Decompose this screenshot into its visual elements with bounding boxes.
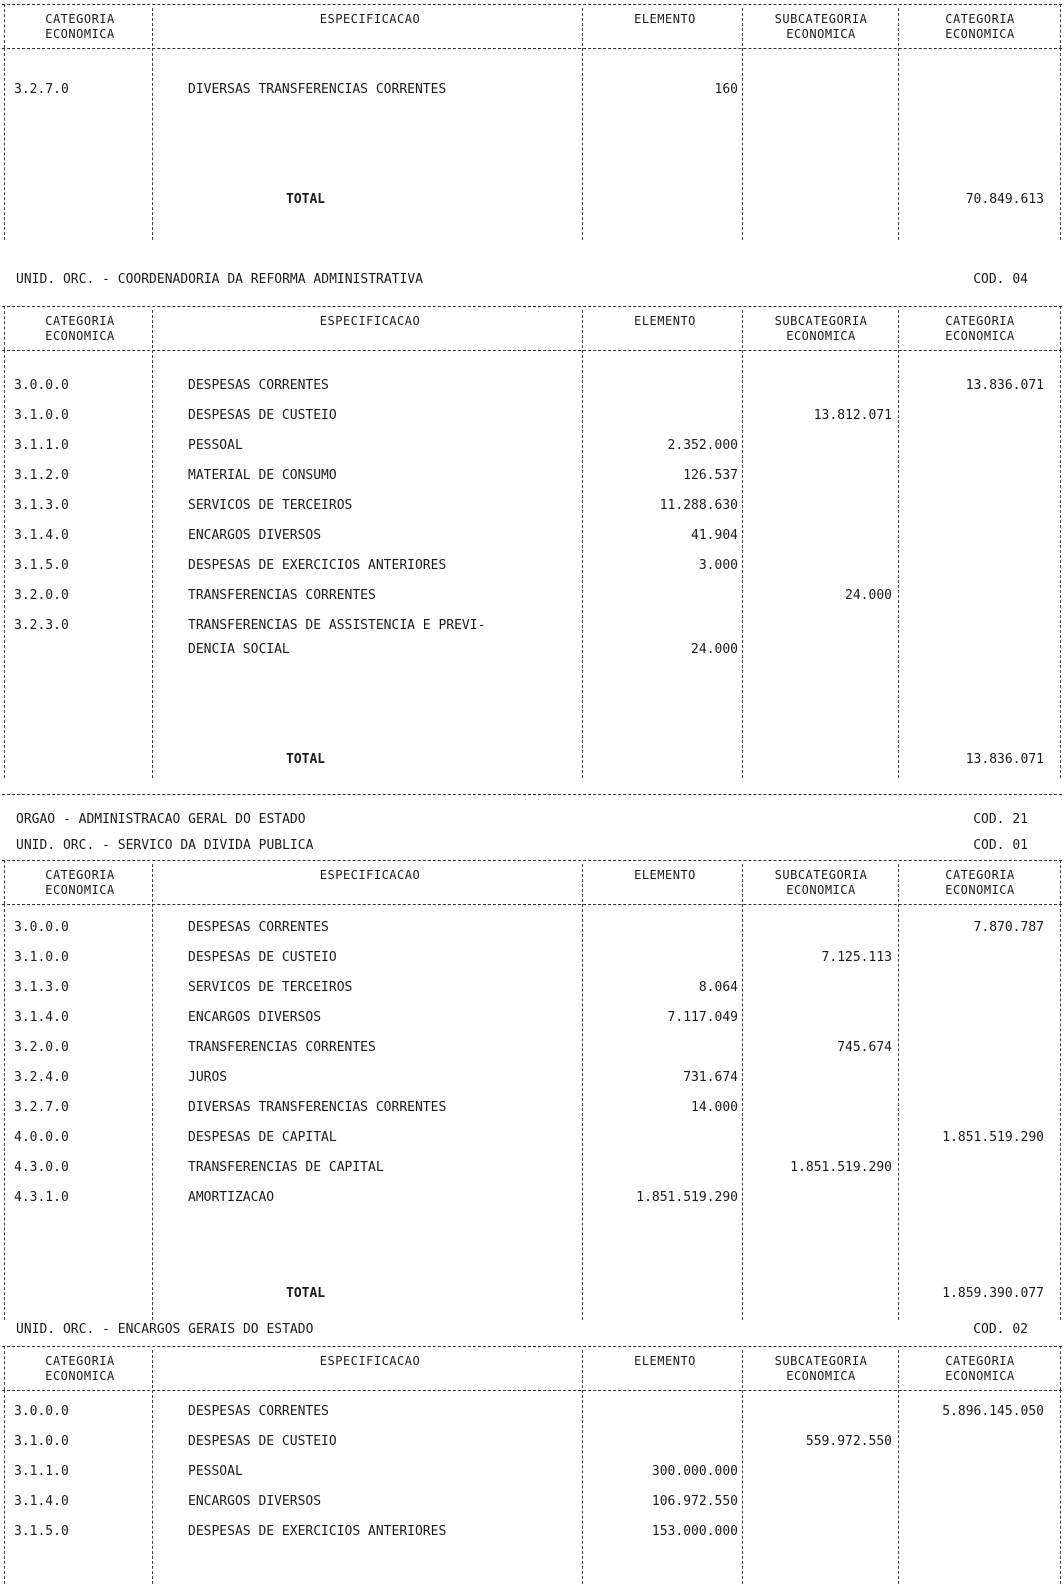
subcategoria-value: 559.972.550 [805,1434,892,1449]
elemento-value: 2.352.000 [667,438,738,453]
subcategoria-value: 745.674 [837,1040,892,1055]
total-value: 70.849.613 [965,192,1044,207]
column-rule [4,48,5,240]
account-code: 3.0.0.0 [14,920,69,935]
elemento-value: 1.851.519.290 [636,1190,738,1205]
account-code: 3.2.0.0 [14,1040,69,1055]
header-cat-econ: CATEGORIA ECONOMICA [45,868,115,897]
line-description: TRANSFERENCIAS DE CAPITAL [188,1160,384,1175]
line-description: DESPESAS CORRENTES [188,1404,329,1419]
line-description: ENCARGOS DIVERSOS [188,528,322,543]
elemento-value: 160 [714,82,738,97]
subcategoria-value: 1.851.519.290 [790,1160,892,1175]
column-rule [898,310,899,348]
line-description: SERVICOS DE TERCEIROS [188,498,353,513]
column-rule [4,904,5,1320]
account-code: 3.2.7.0 [14,82,69,97]
column-rule [742,350,743,778]
account-code: 3.2.4.0 [14,1070,69,1085]
line-description: TRANSFERENCIAS DE ASSISTENCIA E PREVI- [188,618,486,633]
column-rule [1060,1390,1061,1584]
elemento-value: 24.000 [691,642,738,657]
account-code: 3.1.0.0 [14,950,69,965]
header-especificacao: ESPECIFICACAO [319,1354,421,1368]
column-rule [742,48,743,240]
column-rule [152,8,153,46]
account-code: 3.1.1.0 [14,438,69,453]
column-rule [152,864,153,902]
header-categoria-econ: CATEGORIA ECONOMICA [945,1354,1015,1383]
line-description: PESSOAL [188,1464,243,1479]
column-rule [582,1390,583,1584]
elemento-value: 14.000 [691,1100,738,1115]
unit-encargos-label: UNID. ORC. - ENCARGOS GERAIS DO ESTADO [16,1322,314,1337]
line-description: PESSOAL [188,438,243,453]
total-label: TOTAL [286,752,326,767]
categoria-value: 13.836.071 [965,378,1044,393]
elemento-value: 7.117.049 [667,1010,738,1025]
header-categoria-econ: CATEGORIA ECONOMICA [945,868,1015,897]
header-especificacao: ESPECIFICACAO [319,314,421,328]
line-description: DESPESAS CORRENTES [188,920,329,935]
elemento-value: 3.000 [698,558,738,573]
categoria-value: 1.851.519.290 [942,1130,1044,1145]
line-description: DESPESAS DE CUSTEIO [188,408,337,423]
unit-divida-label: UNID. ORC. - SERVICO DA DIVIDA PUBLICA [16,838,314,853]
line-description: MATERIAL DE CONSUMO [188,468,337,483]
total-label: TOTAL [286,1286,326,1301]
column-rule [582,1350,583,1388]
line-description: ENCARGOS DIVERSOS [188,1010,322,1025]
line-description: DESPESAS DE CUSTEIO [188,1434,337,1449]
elemento-value: 41.904 [691,528,738,543]
orgao-cod: COD. 21 [973,812,1028,827]
column-rule [4,1390,5,1584]
dashed-rule [2,1346,1062,1347]
account-code: 3.1.3.0 [14,980,69,995]
total-value: 13.836.071 [965,752,1044,767]
account-code: 3.1.3.0 [14,498,69,513]
column-rule [4,306,5,350]
column-rule [4,1346,5,1390]
column-rule [152,310,153,348]
elemento-value: 300.000.000 [651,1464,738,1479]
column-rule [898,8,899,46]
elemento-value: 11.288.630 [659,498,738,513]
line-description: DIVERSAS TRANSFERENCIAS CORRENTES [188,82,447,97]
unit-coordenadoria-cod: COD. 04 [973,272,1028,287]
line-description: DENCIA SOCIAL [188,642,290,657]
column-rule [1060,4,1061,48]
total-value: 1.859.390.077 [942,1286,1044,1301]
line-description: DESPESAS DE EXERCICIOS ANTERIORES [188,558,447,573]
column-rule [152,1390,153,1584]
account-code: 3.2.0.0 [14,588,69,603]
column-rule [582,8,583,46]
header-elemento: ELEMENTO [634,12,696,26]
line-description: JUROS [188,1070,228,1085]
account-code: 3.1.4.0 [14,528,69,543]
dashed-rule [2,306,1062,307]
header-elemento: ELEMENTO [634,1354,696,1368]
unit-coordenadoria-label: UNID. ORC. - COORDENADORIA DA REFORMA ADMINISTRATIVA [16,272,423,287]
orgao-label: ORGAO - ADMINISTRACAO GERAL DO ESTADO [16,812,306,827]
header-categoria-econ: CATEGORIA ECONOMICA [945,314,1015,343]
column-rule [898,350,899,778]
elemento-value: 106.972.550 [651,1494,738,1509]
categoria-value: 7.870.787 [973,920,1044,935]
header-subcat-econ: SUBCATEGORIA ECONOMICA [774,314,868,343]
dashed-rule [2,350,1062,351]
column-rule [582,310,583,348]
column-rule [4,350,5,778]
account-code: 3.0.0.0 [14,1404,69,1419]
line-description: TRANSFERENCIAS CORRENTES [188,588,376,603]
account-code: 3.1.4.0 [14,1494,69,1509]
header-categoria-econ: CATEGORIA ECONOMICA [945,12,1015,41]
column-rule [4,860,5,904]
column-rule [582,48,583,240]
account-code: 3.0.0.0 [14,378,69,393]
subcategoria-value: 24.000 [845,588,892,603]
dashed-rule [2,794,1062,795]
account-code: 3.1.5.0 [14,558,69,573]
account-code: 3.1.4.0 [14,1010,69,1025]
column-rule [898,1390,899,1584]
dashed-rule [2,860,1062,861]
line-description: TRANSFERENCIAS CORRENTES [188,1040,376,1055]
line-description: AMORTIZACAO [188,1190,275,1205]
dashed-rule [2,1390,1062,1391]
header-cat-econ: CATEGORIA ECONOMICA [45,314,115,343]
column-rule [898,1350,899,1388]
elemento-value: 153.000.000 [651,1524,738,1539]
account-code: 3.1.0.0 [14,1434,69,1449]
line-description: SERVICOS DE TERCEIROS [188,980,353,995]
column-rule [742,8,743,46]
header-subcat-econ: SUBCATEGORIA ECONOMICA [774,868,868,897]
dashed-rule [2,4,1062,5]
categoria-value: 5.896.145.050 [942,1404,1044,1419]
column-rule [898,904,899,1320]
total-label: TOTAL [286,192,326,207]
column-rule [742,310,743,348]
column-rule [1060,1346,1061,1390]
column-rule [898,864,899,902]
line-description: DIVERSAS TRANSFERENCIAS CORRENTES [188,1100,447,1115]
account-code: 4.3.1.0 [14,1190,69,1205]
header-cat-econ: CATEGORIA ECONOMICA [45,1354,115,1383]
column-rule [1060,904,1061,1320]
line-description: DESPESAS DE CAPITAL [188,1130,337,1145]
header-subcat-econ: SUBCATEGORIA ECONOMICA [774,1354,868,1383]
column-rule [742,1390,743,1584]
column-rule [898,48,899,240]
header-cat-econ: CATEGORIA ECONOMICA [45,12,115,41]
account-code: 4.0.0.0 [14,1130,69,1145]
unit-encargos-cod: COD. 02 [973,1322,1028,1337]
column-rule [152,1350,153,1388]
column-rule [152,48,153,240]
account-code: 4.3.0.0 [14,1160,69,1175]
dashed-rule [2,904,1062,905]
column-rule [742,1350,743,1388]
line-description: DESPESAS DE CUSTEIO [188,950,337,965]
account-code: 3.2.3.0 [14,618,69,633]
header-elemento: ELEMENTO [634,868,696,882]
account-code: 3.1.0.0 [14,408,69,423]
dashed-rule [2,48,1062,49]
line-description: ENCARGOS DIVERSOS [188,1494,322,1509]
header-subcat-econ: SUBCATEGORIA ECONOMICA [774,12,868,41]
column-rule [742,864,743,902]
header-especificacao: ESPECIFICACAO [319,12,421,26]
header-elemento: ELEMENTO [634,314,696,328]
column-rule [1060,48,1061,240]
column-rule [4,4,5,48]
elemento-value: 8.064 [698,980,738,995]
subcategoria-value: 13.812.071 [813,408,892,423]
elemento-value: 731.674 [683,1070,738,1085]
account-code: 3.1.5.0 [14,1524,69,1539]
header-especificacao: ESPECIFICACAO [319,868,421,882]
account-code: 3.1.1.0 [14,1464,69,1479]
account-code: 3.2.7.0 [14,1100,69,1115]
line-description: DESPESAS CORRENTES [188,378,329,393]
line-description: DESPESAS DE EXERCICIOS ANTERIORES [188,1524,447,1539]
unit-divida-cod: COD. 01 [973,838,1028,853]
column-rule [1060,860,1061,904]
account-code: 3.1.2.0 [14,468,69,483]
subcategoria-value: 7.125.113 [821,950,892,965]
column-rule [1060,350,1061,778]
column-rule [742,904,743,1320]
column-rule [1060,306,1061,350]
column-rule [582,864,583,902]
elemento-value: 126.537 [683,468,738,483]
